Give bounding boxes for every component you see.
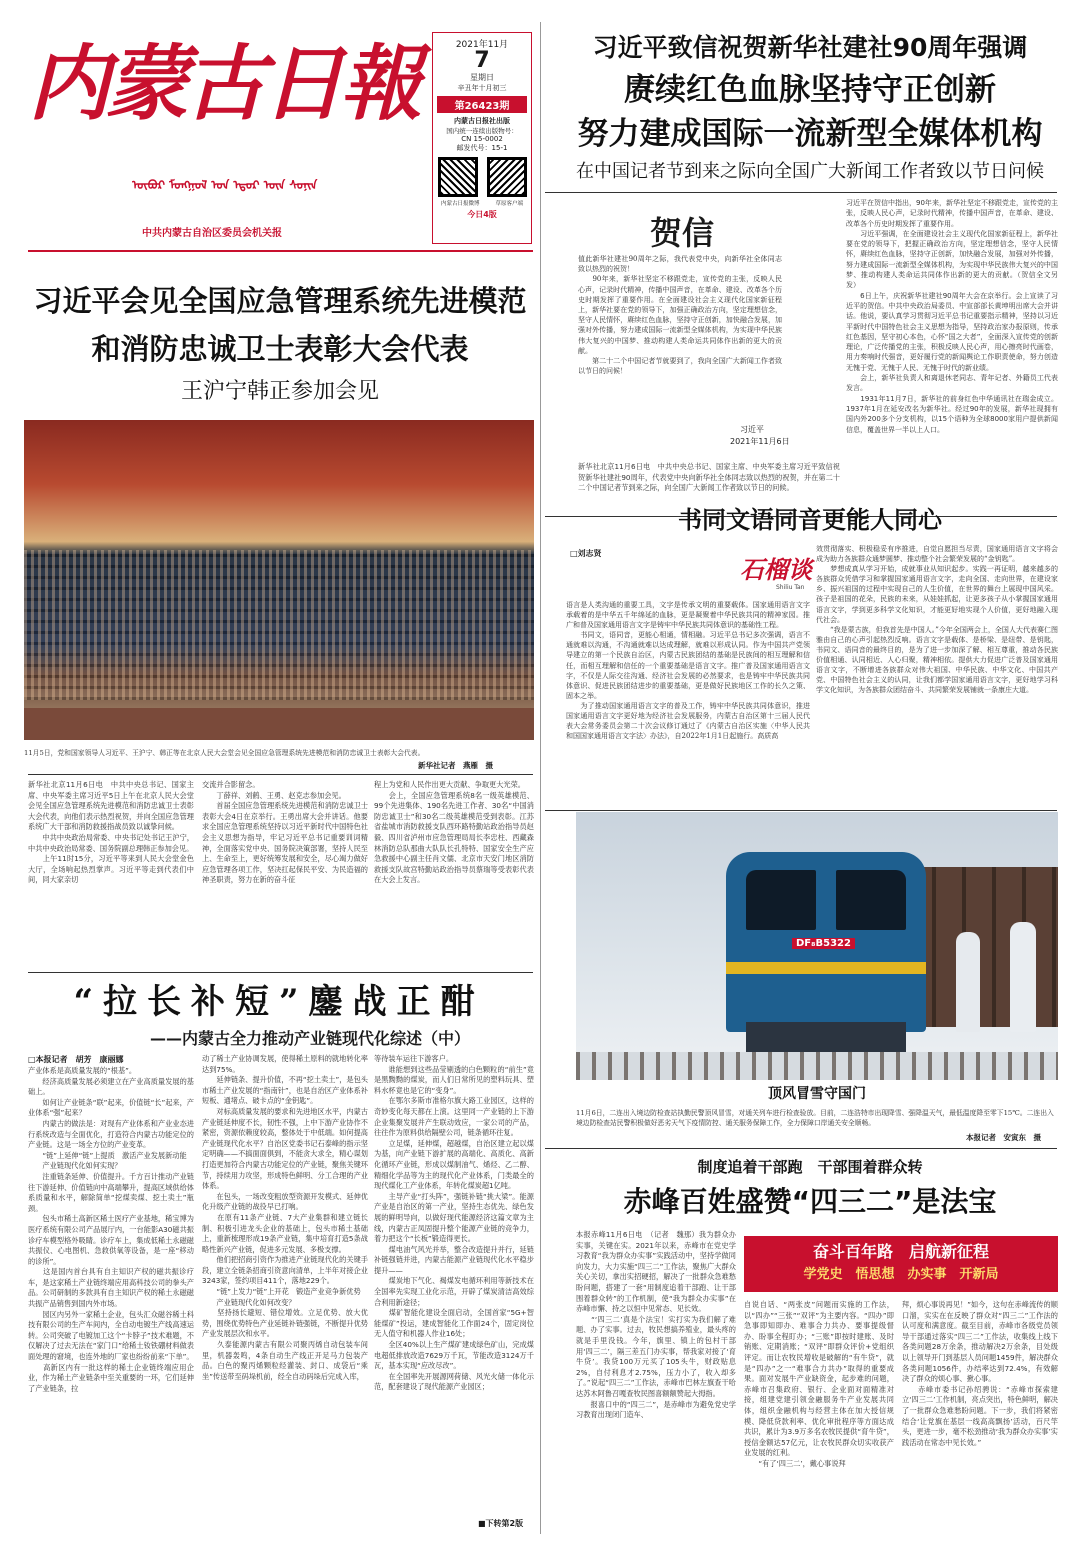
feature-col-1: 产业体系是高质量发展的“根基”。 经济高质量发展必须建立在产业高质量发展的基础上。 如何让产业链条“联”起来，价值链“长”起来，产业体系“强”起来？ 内蒙古的做法是：对现有产业体系和产业业态进行系统改造与全面优化，打造符合内蒙古功能定位的产业链。这是一场全方位的产业变革。 “链”上延伸“链”上提质 激活产业发展新动能 产业链现代化如何实现？ 注重链条延伸、价值提升。千方百计推动产业链往下游延伸、价值链向中高端攀升，提高区域供给体系质量和水平，解除简单“挖煤卖煤、挖土卖土”瓶颈。 包头市稀土高新区稀土医疗产业基地，稀宝博为医疗系统有限公司产品展厅内，一台能影A30磁共振诊疗车模型格外吸睛。诊疗车上，集成低稀土永磁磁共振仪、心电图机、急救供氧等设备，是一座“移动的诊所”。 这是国内首台具有自主知识产权的磁共振诊疗车，是这家稀土产业链终端应用高科技公司的拳头产品。公司研制的多款具有自主知识产权的稀土永磁磁共振产品销售到国内外市场。 园区内另外一家稀土企业，包头汇众磁谷稀土科技有限公司的生产车间内，全自动电镀生产线高速运转。公司突破了电镀加工这个“卡脖子”技术难题，不仅解决了过去无法在“家门口”给稀土钕铁硼材料做表面处理的窘境，也连外地的厂家也纷纷前来“下单”。 高新区内有一批这样的稀土企业链终端应用企业，作为稀土产业链条中至关重要的一环，它们延伸了产业链条，拉: [28, 1066, 194, 1393]
train-window-right: [836, 870, 906, 930]
divider: [28, 250, 533, 252]
column-divider: [540, 22, 541, 1534]
slogan-line-1: 奋斗百年路 启航新征程: [812, 1242, 989, 1261]
date-box: [432, 32, 532, 244]
feature-col-3: 等待装车运往下游客户。 谁能想到这些品莹剔透的白色颗粒的“前生”竟是黑黝黝的煤炭，而人们日常所见的塑料玩具、塑料水杯竟也是它的“变身”。 在鄂尔多斯市准格尔旗大路工业园区，这样的奇妙变化每天都在上演。这里同一产业链的上下游企业集聚发展并产生联动效应，一家公司的产品，往往作为原料供给隔壁公司，链条循环往复。 立足煤，延伸煤，超越煤，自治区建立起以煤为基，向产业链下游扩展的高端化、高质化、高新化循环产业链，形成以煤制油气、烯烃、乙二醇、精细化学品等为主的现代化产业体系，门类最全的现代煤化工产业体系，年转化煤炭超1亿吨。 主导产业“打头阵”，强链补链“挑大梁”。能源产业是自治区的第一产业，坚持生态优先、绿色发展的鲜明导向，以做好现代能源经济这篇文章为主线，内蒙古正凤固提升整个能源产业链的竞争力，着力把这个“长板”锻造得更长。 煤电油气风光并举，整合改造提升并行，延链补链强链并进，内蒙古能源产业链现代化水平稳步提升—— 煤炭地下气化、褐煤发电循环利用等新技术在全国率先实现工业化示范，开辟了煤炭清洁高效综合利用新途径； 煤矿智能化建设全面启动，全国首家“5G+智能煤矿”投运，建成智能化工作面24个，固定岗位无人值守和机器人作业16处； 全区40%以上生产煤矿建成绿色矿山，完成煤电超低排放改造7629万千瓦，节能改造3124万千瓦，基本实现“应改尽改”。 在全国率先开展源网荷储、风光火储一体化示范，配套建设了现代能源产业园区；: [374, 1054, 534, 1392]
chifeng-col-3: 拜，烦心事说再见！”如今，这句在赤峰流传的顺口溜，实实在在反映了群众对“四三二”工作法的认可度和满意度。截至目前，赤峰市各级党员领导干部通过落实“四三二”工作法，收集线上线下各类问题28万余条，推动解决2万余条，目处级以上领导开门到基层人员问题1459件，解决群众各类问题1056件，办结率达到72.4%，有效解决了群众的烦心事、揪心事。 赤峰市委书记孙绍骋说：“赤峰市探索建立‘四三二’工作机制，亮点突出，特色鲜明，解决了一批群众急难愁盼问题。下一步，我们将紧密结合‘让党旗在基层一线高高飘扬’活动，百尺竿头，更进一步，毫不松劲推动‘我为群众办实事’实践活动在常态中见长效。”: [902, 1300, 1058, 1447]
group-photo: [24, 420, 534, 740]
train-credit: 本报记者 安寅东 摄: [966, 1133, 1041, 1142]
train-photo: [576, 812, 1058, 1080]
qr-code-weibo[interactable]: [438, 157, 478, 197]
masthead-title: 内蒙古日報: [28, 36, 418, 132]
cn-number: CN 15-0002: [461, 135, 503, 143]
publisher: 内蒙古日报社出版: [454, 117, 510, 125]
rail-track: [576, 1052, 1058, 1080]
left-headline-2: 和消防忠诚卫士表彰大会代表: [91, 332, 469, 366]
divider: [545, 810, 1057, 811]
loco-number-plate: DF₈B5322: [792, 938, 855, 949]
train-window-left: [746, 870, 816, 930]
left-headline-1: 习近平会见全国应急管理系统先进模范: [33, 284, 527, 318]
letter-signer: 习近平: [740, 425, 764, 434]
postal-code: 邮发代号：15-1: [456, 144, 508, 152]
divider: [28, 774, 533, 775]
qr1-label: 内蒙古日报微博: [440, 201, 480, 207]
train-caption: 11月6日，二连出入境边防检查站执勤民警顶风冒雪，对通关列车进行检查验放。目前，二连浩特市出现降雪、强降温天气，最低温度降至零下15℃。二连出入境边防检查站民警积极做好恶劣天气下疫情防控、通关服务保障工作，全力保障口岸通关安全顺畅。: [576, 1109, 1054, 1128]
column-logo-text: 石榴谈: [740, 555, 812, 584]
date-weekday: 星期日: [470, 73, 494, 82]
qr-code-client[interactable]: [487, 157, 527, 197]
lead-right-body: 习近平在贺信中指出，90年来，新华社坚定不移跟党走，宣传党的主张，反映人民心声，记录时代精神，传播中国声音，在革命、建设、改革各个历史时期发挥了重要作用。 习近平强调，在全面建设社会主义现代化国家新征程上，新华社要在党的领导下，把握正确政治方向，坚定理想信念，坚守人民情怀，赓续红色血脉，坚持守正创新，加快融合发展，加强对外传播，努力建成国际一流新型全媒体机构，为实现中华民族伟大复兴的中国梦、推动构建人类命运共同体作出新的更大的贡献。（贺信全文另发） 6日上午，庆祝新华社建社90周年大会在京举行。会上宣读了习近平的贺信。中共中央政治局委员、中宣部部长黄坤明出席大会并讲话。他说，要认真学习贯彻习近平总书记重要指示精神，坚持以习近平新时代中国特色社会主义思想为指导，坚持政治家办报原则，传承红色基因，坚守初心本色，心怀“国之大者”，全面深入宣传党的创新理论，广泛传播党的主张，积极反映人民心声，用心擦亮时代画卷，用力奏响时代强音，更好履行党的新闻舆论工作职责使命，努力创造无愧于党、无愧于人民、无愧于时代的新业绩。 会上，新华社负责人和离退休老同志、青年记者、外籍员工代表发言。 1931年11月7日，新华社的前身红色中华通讯社在瑞金成立。1937年1月在延安改名为新华社。经过90年的发展，新华社现拥有国内外200多个分支机构，以15个语种为全球8000家用户提供新闻信息，覆盖世界一半以上人口。: [846, 199, 1058, 434]
photo-caption: 11月5日，党和国家领导人习近平、王沪宁、韩正等在北京人民大会堂会见全国应急管理系统先进模范和消防忠诚卫士表彰大会代表。: [24, 749, 425, 757]
feature-subhead: ——内蒙古全力推动产业链现代化综述（中）: [150, 1029, 471, 1048]
officer-figure: [1010, 922, 1036, 1032]
masthead-subtitle: 中共内蒙古自治区委员会机关报: [142, 228, 282, 239]
letter-title: 贺信: [650, 214, 715, 252]
lead-kicker: 习近平致信祝贺新华社建社90周年强调: [592, 33, 1028, 62]
chifeng-col-2: 自说自话、“两张皮”问题而实施的工作法，以“四办”“三张”“双评”为主要内容。“四办”即急事即知即办、难事合力共办、要事提级督办、盼事全程盯办；“三账”即按时建账、及时销账、定期消账；“双评”即群众评价+党组织评定。而让农牧民增收是破解的“有牛贷”，就是“四办”之一“难事合力共办”取得的重要成果。面对发展牛产业缺资金，起步难的问题，赤峰市召集政府、银行、企业面对面精准对接，组建党建引领金融服务牛产业发展共同体，组织金融机构与经营主体在加大授信规模、降低贷款利率、优化审批程序等方面达成共识，累计为3.9万多名农牧民提供“育牛贷”，授信金额达57亿元，让农牧民群众切实收获产业发展的红利。 “有了‘四三二’，戴心事说拜: [744, 1300, 894, 1468]
left-story-col-2: 交流并合影留念。 丁薛祥、刘鹤、王勇、赵克志参加会见。 首届全国应急管理系统先进模范和消防忠诚卫士表彰大会4日在京举行。王勇出席大会并讲话。他要求全国应急管理系统坚持以习近平新时代中国特色社会主义思想为指导，牢记习近平总书记重要训词精神，全面落实党中央、国务院决策部署，坚持人民至上、生命至上，更好统筹发展和安全，尽心竭力做好应急管理各项工作，坚决扛起保民平安、为民造福的神圣职责，努力在新的奋斗征: [202, 780, 368, 885]
date-lunar: 辛丑年十月初三: [457, 84, 507, 92]
photo-faces: [24, 550, 534, 700]
masthead: [28, 24, 430, 239]
commentary-col-1: 语言是人类沟通的重要工具，文字是传承文明的重要载体。国家通用语言文字承载着的是中华五千年绵延的血脉，更是凝聚着中华民族共同的精神家园。推广和普及国家通用语言文字是铸牢中华民族共同体意识的基础性工程。 书同文，语同音，更能心相通，情相融。习近平总书记多次强调，语言不通就难以沟通，不沟通就难以达成理解，就难以形成认同。作为中国共产党领导建立的第一个民族自治区，内蒙古民族团结的基础是民族间的相互理解和信任，而相互理解和信任的一个重要基础是语言文字。推广普及国家通用语言文字，不仅是人际交往沟通、经济社会发展的必然要求，也是铸牢中华民族共同体意识、促进民族团结进步的重要基础，更是做好民族地区工作的长久之策、固本之举。 为了推动国家通用语言文字的普及工作，铸牢中华民族共同体意识，推进国家通用语言文字更好地为经济社会发展服务，内蒙古自治区第十三届人民代表大会常务委员会第二十次会议修订通过了《内蒙古自治区实施〈中华人民共和国国家通用语言文字法〉办法》，自2022年1月1日起施行。高质高: [566, 601, 810, 741]
date-year-month: 2021年11月: [455, 40, 509, 50]
pages-badge: 今日4版: [467, 210, 497, 219]
chifeng-col-1: 本报赤峰11月6日电 （记者 魏那）我为群众办实事，关键在实。2021年以来，赤峰市在党史学习教育“我为群众办实事”实践活动中，坚持学做同向发力，大力实施“四三二”工作法，聚焦广大群众关心关切，拿出实招硬招，解决了一批群众急难愁盼问题，搭建了一套“用制度追着干部跑、让干部围着群众转”的工作机制，使“我为群众办实事”在赤峰市懈、持之以恒中见常态、见长效。 “‘四三二’真是个法宝！实打实为我们解了难题、办了实事。过去，牧民想搞养殖业，最头疼的就是手里没钱。今年，旗里、镇上的包村干部用‘四三二’，隔三差五门办实事，帮我家对接了‘育牛贷’。我贷100万元买了105头牛，财政贴息2%，自付利息才2.75%，压力小了，收入却多了。”说起“四三二”工作法，赤峰市巴林左旗查干哈达苏木阿鲁召嘎查牧民图喜额额赞起大拇指。 报喜口中的“四三二”，是赤峰市为避免党史学习教育出现闭门造车、: [576, 1230, 736, 1420]
lead-headline-2: 努力建成国际一流新型全媒体机构: [577, 116, 1043, 152]
column-logo-en: Shiliu Tan: [776, 584, 805, 591]
divider: [28, 972, 533, 973]
lead-subhead: 在中国记者节到来之际向全国广大新闻工作者致以节日问候: [576, 161, 1044, 182]
divider: [545, 1148, 1057, 1149]
left-story-col-3: 程上为党和人民作出更大贡献、争取更大光荣。 会上，全国应急管理系统8名一级英雄模范、99个先进集体、190名先进工作者、30名“中国消防忠诚卫士”和30名二级英雄模范受到表彰。江苏省盐城市消防救援支队西环路特勤站政治指导员赵毅、四川省泸州市应急管理局局长李忠柱、西藏森林消防总队那曲大队队长孔特特、国家安全生产应急救援中心副主任肖文儒、北京市天安门地区消防救援支队故宫特勤站政治指导员蔡瑞等受表彰代表在大会上发言。: [374, 780, 534, 885]
commentary-col-2: 效贯彻落实、积极稳妥有序推进，自觉自愿担当尽责，国家通用语言文字将会成为助力各族群众通梦圆梦、推动整个社会繁荣发展的“金钥匙”。 梦想成真从学习开始，成就事业从知识起步。实践一再证明，越来越多的各族群众凭借学习和掌握国家通用语言文字，走向全国、走向世界，在建设家乡、振兴祖国的过程中实现自己的人生价值，在世界的舞台上展现中国风采。孩子是祖国的花朵，民族的未来，从娃娃抓起，让更多孩子从小掌握国家通用语言文字，学到更多科学文化知识，才能更好地实现个人价值，更好地融入现代社会。 “我是蒙古族，但我首先是中国人。”今年全国两会上，全国人大代表赛仁图雅由自己的心声引起热烈反响。语言文字是载体、是桥梁、是纽带、是钥匙，书同文、语同音的最终目的，是为了进一步加深了解、相互尊重，推动各民族价值相通、认同相近、人心归聚，精神相依。提供大力促进广泛普及国家通用语言文字，不断增进各族群众对伟大祖国、中华民族、中华文化、中国共产党、中国特色社会主义的认同，让我们都学国家通用语言文字，更好地学习科学文化知识，为各族群众团结奋斗、共同繁荣发展铺就一条康庄大道。: [816, 545, 1058, 695]
left-subhead: 王沪宁韩正参加会见: [180, 379, 379, 404]
train-headline: 顶风冒雪守国门: [768, 1086, 866, 1102]
feature-byline: □本报记者 胡芳 康丽娜: [28, 1055, 124, 1064]
photo-credit: 新华社记者 燕雁 摄: [418, 761, 493, 770]
letter-date: 2021年11月6日: [730, 437, 790, 446]
chifeng-kicker: 制度追着干部跑 干部围着群众转: [697, 1158, 923, 1176]
letter-body: 值此新华社建社90周年之际，我代表党中央，向新华社全体同志致以热烈的祝贺！ 90年来，新华社坚定不移跟党走，宣传党的主张，反映人民心声，记录时代精神，传播中国声音，在革命、建设、改革各个历史时期发挥了重要作用。在全面建设社会主义现代化国家新征程上，新华社要在党的领导下，加强正确政治方向，坚定理想信念，坚守人民情怀，赓续红色血脉，坚持守正创新，加快融合发展，加强对外传播，努力建成国际一流新型全媒体机构，为实现中华民族伟大复兴的中国梦、推动构建人类命运共同体作出新的更大的贡献。 第二十二个中国记者节就要到了，我向全国广大新闻工作者致以节日的问候！: [578, 255, 782, 376]
issue-number: 第26423期: [437, 96, 527, 113]
photo-floor: [24, 708, 534, 740]
continue-note[interactable]: ■下转第2版: [478, 1519, 524, 1528]
date-day: 7: [474, 48, 490, 73]
feature-headline: “拉长补短”鏖战正酣: [73, 982, 485, 1022]
chifeng-headline: 赤峰百姓盛赞“四三二”是法宝: [623, 1185, 997, 1218]
officer-figure: [956, 932, 980, 1032]
train-stripe: [726, 962, 926, 974]
left-story-col-1: 新华社北京11月6日电 中共中央总书记、国家主席、中央军委主席习近平5日上午在北京人民大会堂会见全国应急管理系统先进模范和消防忠诚卫士表彰大会代表，向他们表示热烈祝贺，并向全国应急管理系统广大干部和消防救援指战员致以诚挚问候。 中共中央政治局常委、中央书记处书记王沪宁，中共中央政治局常委、国务院副总理韩正参加会见。 上午11时15分，习近平等来到人民大会堂金色大厅，全场响起热烈掌声。习近平等走到代表们中间，同大家亲切: [28, 780, 194, 885]
lead-dateline: 新华社北京11月6日电 中共中央总书记、国家主席、中央军委主席习近平致信祝贺新华社建社90周年，代表党中央向新华社全体同志致以热烈的祝贺，并在第二十二个中国记者节到来之际，向全国广大新闻工作者致以节日的问候。: [578, 462, 840, 493]
masthead-mongolian: ᠥᠪᠦᠷ ᠮᠣᠩᠭᠣᠯ ᠤᠨ ᠡᠳᠦᠷ ᠦᠨ ᠰᠣᠨᠢᠨ: [132, 178, 318, 192]
divider: [545, 192, 1057, 193]
cn-label: 国内统一连续出版物号：: [446, 127, 518, 135]
slogan-line-2: 学党史 悟思想 办实事 开新局: [803, 1267, 999, 1282]
lead-headline-1: 赓续红色血脉坚持守正创新: [624, 72, 996, 108]
qr2-label: 草原客户端: [495, 201, 523, 207]
commentary-byline: □刘志贤: [570, 549, 602, 558]
feature-col-2: 动了稀土产业协调发展，使得稀土原料的就地转化率达到75%。 延伸链条、提升价值，不再“挖土卖土”，是包头市稀土产业发展的“指南针”，也是自治区产业体系补短板、通堵点、破卡点的“金钥匙”。 对标高质量发展的要求和先进地区水平，内蒙古产业链延伸度不长，韧性不强，上中下游产业协作不紧密，资源依赖度较高，整体处于中低端。如何提高产业链现代化水平？自治区党委书记石泰峰的指示坚定明确——不搞面面俱到，不能贪大求全，精心谋划打造更加符合内蒙古功能定位的产业链，聚焦关键环节，持续用力攻坚，形成特色鲜明、分工合理的产业体系。 在包头，一场改变粗放型资源开发模式、延伸优化升级产业链的战役早已打响。 在原有11条产业链、7大产业集群和建立链长制、积极引进龙头企业的基础上，包头市稀土基础上，重新梳理形成19条产业链，集中培育打造5条战略性新兴产业链，促进多元发展、多极支撑。 他们把招商引资作为推进产业链现代化的关键手段，建立全链条招商引资意向清单，上半年对接企业3243家，签约项目411个，落地229个。 “链”上发力“链”上开花 锻造产业竞争新优势 产业链现代化如何改变？ 坚持扬长避短、错位增效。立足优势、放大优势，围绕优势特色产业延链补链强链，不断提升优势产业发展层次和水平。 久泰能源内蒙古有限公司聚丙烯自动包装车间里，机器轰鸣，4条自动生产线正开足马力包装产品。白色的聚丙烯颗粒经灌装、封口、成袋后“乘坐”传送带至码垛机前，经全自动码垛后完成入库，: [202, 1054, 368, 1381]
commentary-headline: 书同文语同音更能人同心: [678, 506, 942, 534]
slogan-banner: [744, 1236, 1058, 1292]
